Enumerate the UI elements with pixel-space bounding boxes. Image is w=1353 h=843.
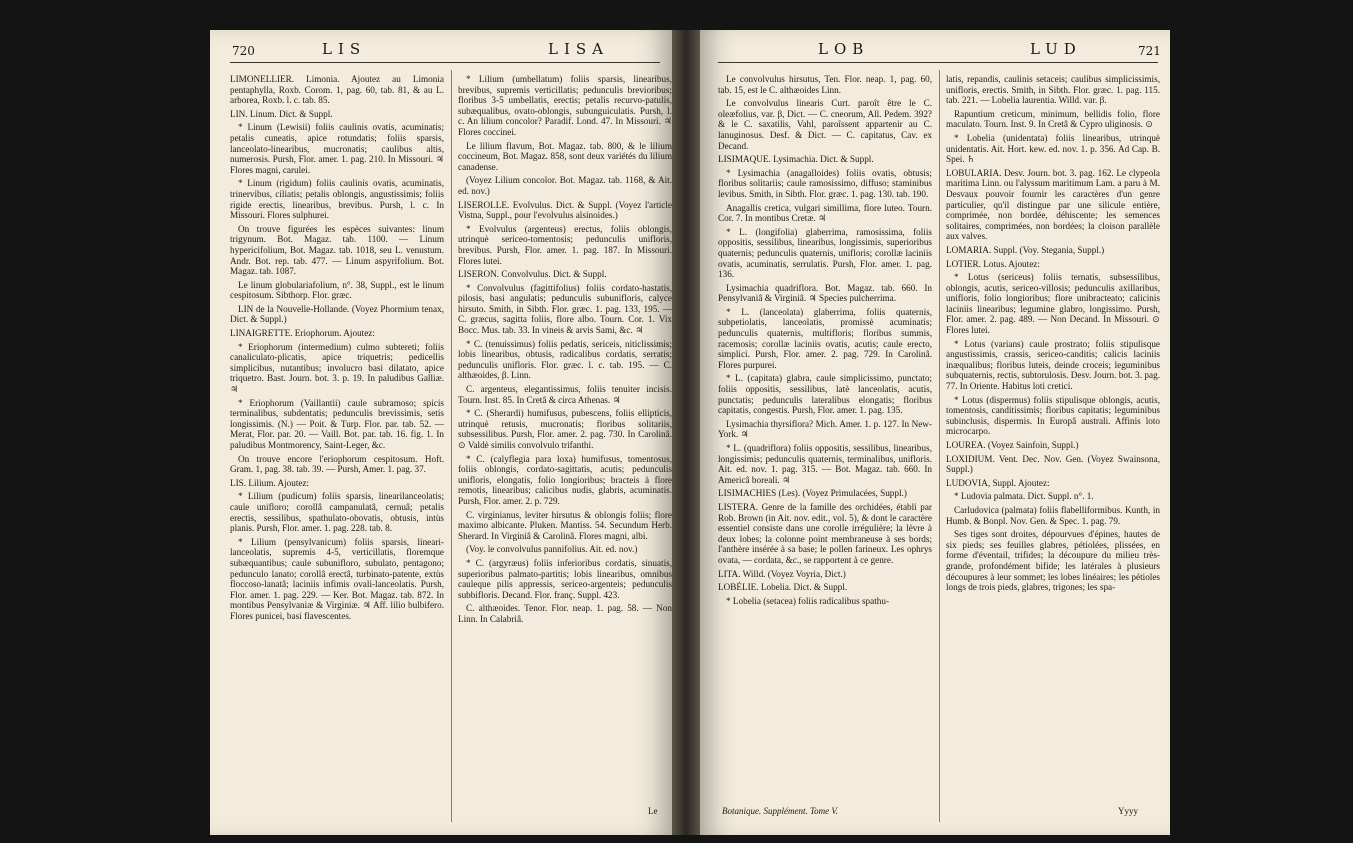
paragraph: * Eriophorum (Vaillantii) caule subramoso; spicis terminalibus, subdentatis; pedunculis brevissimis, setis longissimis. (N.) — Poit. & Turp. Flor. par. tab. 52. — Merat, Flor. par. 20. — Vaill. Bot. par. tab. 16. fig. 1. In paludibus Montmorency, Saint-Leger, &c. <box>230 397 444 450</box>
paragraph: * Lotus (dispermus) foliis stipulisque oblongis, acutis, tomentosis, canditissimis; floribus capitatis; leguminibus subinclusis, dispermis. In Europâ australi. Affinis loto microcarpo. <box>946 394 1160 437</box>
paragraph: LUDOVIA, Suppl. Ajoutez: <box>946 477 1050 488</box>
paragraph: On trouve encore l'eriophorum cespitosum. Hoft. Gram. 1, pag. 38. tab. 39. — Pursh, Amer. 1. pag. 37. <box>230 453 444 475</box>
paragraph: LISEROLLE. Evolvulus. Dict. & Suppl. (Voyez l'article Vistna, Suppl., pour l'evolvulus alsinoides.) <box>458 199 672 221</box>
page-number-right: 721 <box>1138 44 1161 58</box>
paragraph: * C. (calyflegia para loxa) humifusus, tomentosus, foliis oblongis, cordato-sagittatis, acutis; pedunculis unifloris, elongatis, folio longioribus; bracteis à flore remotis, linearibus; calicibus nudis, glabris, acuminatis. Pursh, Flor. amer. 2. p. 729. <box>458 453 672 506</box>
paragraph: Lysimachia thyrsiflora? Mich. Amer. 1. p. 127. In New-York. ♃ <box>718 418 932 440</box>
running-head-right-1: LOB <box>818 40 870 58</box>
running-head-left-1: LIS <box>322 40 367 58</box>
paragraph: (Voy. le convolvulus pannifolius. Ait. ed. nov.) <box>466 544 638 555</box>
paragraph: * Lilium (pudicum) foliis sparsis, linearilanceolatis; caule unifloro; corollâ campanulatâ, cernuâ; petalis erectis, sessilibus, spathulato-obovatis, obtusis, intùs planis. Pursh, Flor. amer. 1. pag. 228. tab. 8. <box>230 491 444 534</box>
paragraph: Lysimachia quadriflora. Bot. Magaz. tab. 660. In Pensylvaniâ & Virginiâ. ♃ Species pulcherrima. <box>718 282 932 304</box>
paragraph: * L. (longifolia) glaberrima, ramosissima, foliis oppositis, sessilibus, linearibus, longissimis, superioribus quaternis; pedunculis quaternis, unifloris; corollæ laciniis ovatis, acuminatis, serrulatis. Pursh, Flor. amer. 1. pag. 136. <box>718 226 932 280</box>
running-head-left-2: LISA <box>548 40 609 58</box>
header-rule-left <box>230 62 660 63</box>
paragraph: * L. (capitata) glabra, caule simplicissimo, punctato; foliis oppositis, sessilibus, latè lanceolatis, acutis, punctatis; pedunculis lateralibus elongatis; floribus capitatis, congestis. Pursh, Flor. amer. 1. pag. 135. <box>718 373 932 416</box>
paragraph: LISERON. Convolvulus. Dict. & Suppl. <box>458 269 607 280</box>
paragraph: * L. (quadriflora) foliis oppositis, sessilibus, linearibus, longissimis; pedunculis quaternis, terminalibus, unifloris. Ait. ed. nov. 1. pag. 315. — Bot. Magaz. tab. 660. In Americâ boreali. ♃ <box>718 443 932 485</box>
paragraph: Rapuntium creticum, minimum, bellidis folio, flore maculato. Tourn. Inst. 9. In Cretâ & Cypro uliginosis. ⊙ <box>946 108 1160 130</box>
page-number-left: 720 <box>232 44 255 58</box>
paragraph: Carludovica (palmata) foliis flabelliformibus. Kunth, in Humb. & Bonpl. Nov. Gen. & Spec. 1. pag. 79. <box>946 504 1160 526</box>
paragraph: LISIMACHIES (Les). (Voyez Primulacées, Suppl.) <box>718 488 907 499</box>
paragraph: LISIMAQUE. Lysimachia. Dict. & Suppl. <box>718 154 874 165</box>
left-column-1 <box>230 74 444 826</box>
paragraph: LIS. Lilium. Ajoutez: <box>230 477 310 488</box>
running-head-right-2: LUD <box>1030 40 1082 58</box>
paragraph: Le convolvulus hirsutus, Ten. Flor. neap. 1, pag. 60, tab. 15, est le C. althæoides Linn. <box>718 74 932 95</box>
paragraph: Le lilium flavum, Bot. Magaz. tab. 800, & le lilium coccineum, Bot. Magaz. 858, sont deux variétés du lilium canadense. <box>458 140 672 172</box>
paragraph: * Evolvulus (argenteus) erectus, foliis oblongis, utrinquè sericeo-tomentosis; pedunculis unifloris, brevibus. Pursh, Flor. amer. 1. pag. 187. In Missouri. Flores lutei. <box>458 223 672 266</box>
paragraph: * C. (Sherardi) humifusus, pubescens, foliis ellipticis, utrinquè retusis, mucronatis; floribus solitariis, subsessilibus. Pursh, Flor. amer. 2. pag. 730. In Carolinâ. ⊙ Valdè similis convolvulo trifanthi. <box>458 408 672 450</box>
paragraph: Le convolvulus linearis Curt. paroît être le C. oleæfolius, var. β, Dict. — C. cneorum, All. Pedem. 392? & le C. saxatilis, Vahl, paroîssent appartenir au C. lanuginosus. Desf. & Dict. — C. capitatus, Cav. ex Decand. <box>718 98 932 151</box>
paragraph: LOTIER. Lotus. Ajoutez: <box>946 258 1040 269</box>
paragraph: * Lilium (pensylvanicum) foliis sparsis, lineari-lanceolatis, supremis 4-5, verticillatis, floremque subæquantibus; caule subunifloro, subulato, pentagono; pedunculo lanato; corollâ erectâ, turbinato-patente, extùs floccoso-lanatâ; laciniis infimis ovali-lanceolatis. Pursh, Flor. amer. 1. pag. 229. — Ker. Bot. Magaz. tab. 872. In montibus Pensylvaniæ & Virginiæ. ♃ Aff. lilio bulbifero. Flores punicei, basi flavescentes. <box>230 536 444 621</box>
paragraph: C. argenteus, elegantissimus, foliis tenuiter incisis. Tourn. Inst. 85. In Cretâ & circa Athenas. ♃ <box>458 384 672 405</box>
paragraph: LIN de la Nouvelle-Hollande. (Voyez Phormium tenax, Dict. & Suppl.) <box>230 303 444 325</box>
paragraph: C. althæoides. Tenor. Flor. neap. 1. pag. 58. — Non Linn. In Calabriâ. <box>458 603 672 624</box>
paragraph: LISTERA. Genre de la famille des orchidées, établi par Rob. Brown (in Ait. nov. edit., vol. 5), & dont le caractère essentiel consiste dans une corolle irrégulière; la lèvre à deux lobes; la colonne point membraneuse à ses bords; l'anthère insérée à sa base; le pollen farineux. Les ophrys ovata, — cordata, &c., se rapportent à ce genre. <box>718 501 932 565</box>
paragraph: * Lotus (sericeus) foliis ternatis, subsessilibus, oblongis, acutis, sericeo-villosis; pedunculis axillaribus, unifloris, folio longioribus; flore unibracteato; calicinis laciniis linearibus; legumine glabro, longissimo. Pursh, Flor. amer. 2. pag. 489. — Non Decand. In Missouri. ⊙ Flores lutei. <box>946 272 1160 336</box>
catchword: Le <box>648 806 658 816</box>
paragraph: On trouve figurées les espèces suivantes: linum trigynum. Bot. Magaz. tab. 1100. — Linum hypericifolium, Bot. Magaz. tab. 1018, seu L. venustum. Andr. Bot. rep. tab. 477. — Linum aspyrifolium. Bot. Magaz. tab. 1087. <box>230 223 444 277</box>
paragraph: LOXIDIUM. Vent. Dec. Nov. Gen. (Voyez Swainsona, Suppl.) <box>946 453 1160 475</box>
column-divider-right <box>939 70 940 822</box>
paragraph: * Lobelia (unidentata) foliis linearibus, utrinquè unidentatis. Ait. Hort. kew. ed. nov. 1. p. 356. Ad Cap. B. Spei. ♄ <box>946 132 1160 165</box>
paragraph: * Eriophorum (intermedium) culmo subtereti; foliis canaliculato-plicatis, apice triquetris; pedicellis simplicibus, nutantibus; involucro basi dilatato, apice triquetro. Bast. Journ. bot. 3. p. 19. In paludibus Galliæ. ♃ <box>230 341 444 395</box>
paragraph: LOBÉLIE. Lobelia. Dict. & Suppl. <box>718 582 848 593</box>
right-column-1 <box>718 74 932 826</box>
paragraph: LINAIGRETTE. Eriophorum. Ajoutez: <box>230 328 375 339</box>
signature-mark: Yyyy <box>1118 806 1138 816</box>
paragraph: * Lobelia (setacea) foliis radicalibus spathu- <box>726 595 890 606</box>
paragraph: LIN. Linum. Dict. & Suppl. <box>230 108 333 119</box>
paragraph: C. virginianus, leviter hirsutus & oblongis foliis; flore maximo albicante. Pluken. Mantiss. 54. Secundum Herb. Sherard. In Virginiâ & Carolinâ. Flores magni, albi. <box>458 509 672 541</box>
paragraph: LOBULARIA. Desv. Journ. bot. 3. pag. 162. Le clypeola maritima Linn. ou l'alyssum maritimum Lam. a paru à M. Desvaux pouvoir fournir les caractères d'un genre particulier, qu'il distingue par une silicule entière, comprimée, non bordée, déhiscente; les semences solitaires, comprimées, non bordées; la cloison parallèle aux valves. <box>946 167 1160 242</box>
paragraph: * Lilium (umbellatum) foliis sparsis, linearibus, brevibus, supremis verticillatis; pedunculis brevioribus; floribus 3-5 umbellatis, erectis; petalis recurvo-patulis, subæqualibus, ovato-oblongis, subunguiculatis. Pursh, l. c. An lilium concolor? Paradif. Lond. 47. In Missouri. ♃ Flores coccinei. <box>458 74 672 137</box>
paragraph: Le linum globulariafolium, n°. 38, Suppl., est le linum cespitosum. Sibthorp. Flor. græc. <box>230 279 444 301</box>
paragraph: * Linum (Lewisii) foliis caulinis ovatis, acuminatis; petalis cuneatis, apice rotundatis; foliis sparsis, lanceolato-linearibus, mucronatis; caulibus altis, numerosis. Pursh, Flor. amer. 1. pag. 210. In Missouri. ♃ Flores magni, carulei. <box>230 122 444 175</box>
book-gutter <box>672 30 700 835</box>
paragraph: LOUREA. (Voyez Sainfoin, Suppl.) <box>946 440 1079 450</box>
paragraph: * Linum (rigidum) foliis caulinis ovatis, acuminatis, trinervibus, ciliatis; petalis oblongis, angustissimis; foliis rigide erectis, linearibus, brevibus. Pursh, l. c. In Missouri. Flores sulphurei. <box>230 178 444 221</box>
paragraph: LITA. Willd. (Voyez Voyria, Dict.) <box>718 568 846 579</box>
paragraph: * Lysimachia (anagalloides) foliis ovatis, obtusis; floribus solitariis; caule ramosissimo, diffuso; staminibus levibus. Smith, in Sibth. Flor. græc. 1. pag. 130. tab. 190. <box>718 167 932 199</box>
paragraph: Ses tiges sont droites, dépourvues d'épines, hautes de six pieds; ses feuilles glabres, pétiolées, plissées, en forme d'éventail, trifides; la découpure du milieu très-grande, profondément bifide; les latérales à plusieurs découpures à leur sommet; les lobes linéaires; les pétioles longs de trois pieds, glabres, trigones; les spa- <box>946 529 1160 593</box>
left-column-2 <box>458 74 672 826</box>
paragraph: * Lotus (varians) caule prostrato; foliis stipulisque angustissimis, crassis, sericeo-canditis; calicis laciniis inæqualibus; floribus luteis, deinde croceis; leguminibus subquaternis, rectis, subtorulosis. Desv. Journ. bot. 3. pag. 77. In Oriente. Habitus loti cretici. <box>946 338 1160 392</box>
column-divider-left <box>451 70 452 822</box>
paragraph: * Ludovia palmata. Dict. Suppl. n°. 1. <box>954 491 1094 502</box>
paragraph: latis, repandis, caulinis setaceis; caulibus simplicissimis, unifloris, erectis. Smith, in Sibth. Flor. græc. 1. pag. 115. tab. 221. — Lobelia laurentia. Willd. var. β. <box>946 74 1160 106</box>
header-rule-right <box>718 62 1158 63</box>
right-column-2 <box>946 74 1160 826</box>
paragraph: (Voyez Lilium concolor. Bot. Magaz. tab. 1168, & Ait. ed. nov.) <box>458 175 672 196</box>
paragraph: * C. (tenuissimus) foliis pedatis, sericeis, niticlissimis; lobis linearibus, obtusis, radicalibus cordatis, serratis; pedunculis unifloris. Flor. græc. l. c. tab. 195. — C. althæoides, β. Linn. <box>458 338 672 381</box>
paragraph: LOMARIA. Suppl. (Voy. Stegania, Suppl.) <box>946 244 1105 255</box>
paragraph: LIMONELLIER. Limonia. Ajoutez au Limonia pentaphylla, Roxb. Corom. 1, pag. 60, tab. 81, & au L. arborea, Roxb. l. c. tab. 85. <box>230 74 444 106</box>
signature-line: Botanique. Supplément. Tome V. <box>722 806 838 816</box>
paragraph: * L. (lanceolata) glaberrima, foliis quaternis, subpetiolatis, lanceolatis, promissè acuminatis; pedunculis quaternis, multifloris; floribus summis, racemosis; corollæ laciniis ovatis, acutis; caule erecto, simplici. Pursh, Flor. amer. 2. pag. 729. In Carolinâ. Flores purpurei. <box>718 306 932 370</box>
paragraph: * C. (argyræus) foliis inferioribus cordatis, sinuatis, superioribus palmato-partitis; lobis linearibus, omnibus cauleque pilis appressis, sericeo-argenteis; pedunculis subbifloris. Decand. Flor. franç. Suppl. 423. <box>458 557 672 600</box>
paragraph: Anagallis cretica, vulgari simillima, flore luteo. Tourn. Cor. 7. In montibus Cretæ. ♃ <box>718 202 932 224</box>
paragraph: * Convolvulus (fagittifolius) foliis cordato-hastatis, pilosis, basi angulatis; pedunculis subunifloris, calyce hirsuto. Smith, in Sibth. Flor. græc. 1. pag. 133, 195. — C. græcus, sagitta foliis, flore albo. Tourn. Cor. 1. Vix Bocc. Mus. tab. 33. In vineis & arvis Sami, &c. ♃ <box>458 282 672 336</box>
